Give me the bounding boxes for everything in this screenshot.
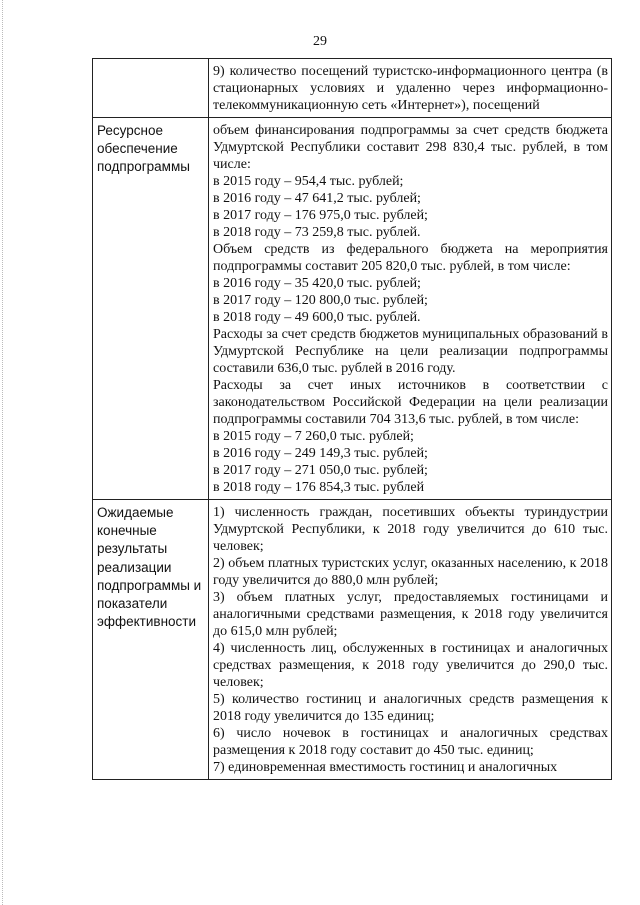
paragraph: 4) численность лиц, обслуженных в гостиницах и аналогичных средствах размещения, к 2018 году увеличится до 290,0 тыс. человек; [213, 641, 608, 690]
paragraph: 5) количество гостиниц и аналогичных средств размещения к 2018 году увеличится до 135 единиц; [213, 692, 608, 724]
row-content [209, 118, 612, 500]
paragraph: в 2017 году – 271 050,0 тыс. рублей; [213, 463, 428, 478]
paragraph: в 2016 году – 47 641,2 тыс. рублей; [213, 191, 421, 206]
row-content [209, 59, 612, 118]
row-label: Ресурсное обеспечение подпрограммы [93, 118, 209, 500]
table-row [93, 500, 612, 780]
row-label [93, 59, 209, 118]
paragraph: в 2017 году – 176 975,0 тыс. рублей; [213, 208, 428, 223]
paragraph: 3) объем платных услуг, предоставляемых гостиницами и аналогичными средствами размещения, к 2018 году увеличится до 615,0 млн рублей; [213, 590, 608, 639]
paragraph: в 2016 году – 35 420,0 тыс. рублей; [213, 276, 421, 291]
paragraph: в 2015 году – 7 260,0 тыс. рублей; [213, 429, 414, 444]
paragraph: в 2018 году – 49 600,0 тыс. рублей. [213, 310, 421, 325]
paragraph: объем финансирования подпрограммы за счет средств бюджета Удмуртской Республики составит 298 830,4 тыс. рублей, в том числе: [213, 123, 608, 172]
paragraph: в 2017 году – 120 800,0 тыс. рублей; [213, 293, 428, 308]
table-row [93, 118, 612, 500]
row-content [209, 500, 612, 780]
paragraph: в 2016 году – 249 149,3 тыс. рублей; [213, 446, 428, 461]
paragraph: 6) число ночевок в гостиницах и аналогичных средствах размещения к 2018 году составит до 450 тыс. единиц; [213, 726, 608, 758]
table-row [93, 59, 612, 118]
row-label: Ожидаемые конечные результаты реализации подпрограммы и показатели эффективности [93, 500, 209, 780]
paragraph: 7) единовременная вместимость гостиниц и аналогичных [213, 760, 558, 775]
page-number: 29 [313, 34, 327, 49]
paragraph: Объем средств из федерального бюджета на мероприятия подпрограммы составит 205 820,0 тыс. рублей, в том числе: [213, 242, 608, 274]
paragraph: 1) численность граждан, посетивших объекты туриндустрии Удмуртской Республики, к 2018 году увеличится до 610 тыс. человек; [213, 505, 608, 554]
paragraph: Расходы за счет средств бюджетов муниципальных образований в Удмуртской Республике на цели реализации подпрограммы составили 636,0 тыс. рублей в 2016 году. [213, 327, 608, 376]
passport-table [92, 58, 612, 780]
paragraph: в 2018 году – 73 259,8 тыс. рублей. [213, 225, 421, 240]
scan-edge [2, 0, 4, 905]
paragraph: в 2015 году – 954,4 тыс. рублей; [213, 174, 404, 189]
paragraph: в 2018 году – 176 854,3 тыс. рублей [213, 480, 425, 495]
paragraph: 9) количество посещений туристско-информационного центра (в стационарных условиях и удаленно через информационно-телекоммуникационную сеть «Интернет»), посещений [213, 64, 608, 113]
paragraph: Расходы за счет иных источников в соответствии с законодательством Российской Федерации на цели реализации подпрограммы составили 704 313,6 тыс. рублей, в том числе: [213, 378, 608, 427]
paragraph: 2) объем платных туристских услуг, оказанных населению, к 2018 году увеличится до 880,0 млн рублей; [213, 556, 608, 588]
